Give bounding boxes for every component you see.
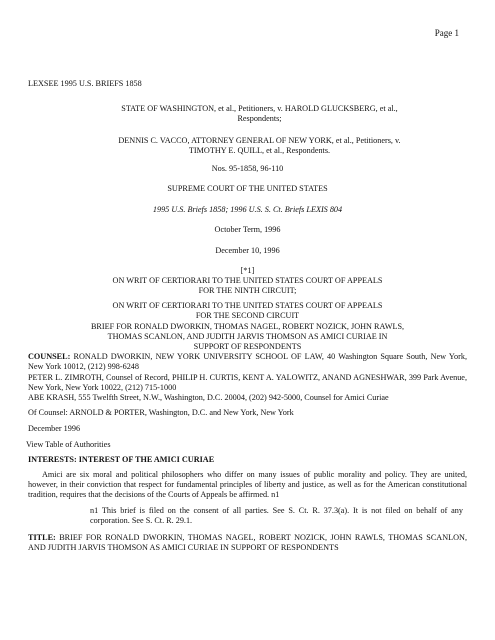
counsel-label: COUNSEL:	[28, 352, 71, 361]
footnote-n1: n1 This brief is filed on the consent of all parties. See S. Ct. R. 37.3(a). It is not filed on behalf of any corporation. See S. Ct. R. 29.1.	[90, 506, 463, 525]
of-counsel: Of Counsel: ARNOLD & PORTER, Washington, D.C. and New York, New York	[28, 408, 294, 417]
case-caption-2: DENNIS C. VACCO, ATTORNEY GENERAL OF NEW YORK, et al., Petitioners, v. TIMOTHY E. QUILL, et al., Respondents.	[118, 136, 401, 155]
counsel-of-record: PETER L. ZIMROTH, Counsel of Record, PHILIP H. CURTIS, KENT A. YALOWITZ, ANAND AGNESHWAR, 399 Park Avenue, New York, New York 10022, (212) 715-1000	[28, 373, 467, 392]
writ-second-circuit: ON WRIT OF CERTIORARI TO THE UNITED STATES COURT OF APPEALS FOR THE SECOND CIRCUIT	[112, 301, 383, 320]
citation: 1995 U.S. Briefs 1858; 1996 U.S. S. Ct. Briefs LEXIS 804	[152, 205, 343, 214]
title-paragraph	[28, 533, 467, 553]
brief-title: BRIEF FOR RONALD DWORKIN, THOMAS NAGEL, ROBERT NOZICK, JOHN RAWLS, THOMAS SCANLON, AND JUDITH JARVIS THOMSON AS AMICI CURIAE IN SUPPORT OF RESPONDENTS	[90, 322, 405, 351]
lexsee-line: LEXSEE 1995 U.S. BRIEFS 1858	[28, 79, 142, 88]
page-number: Page 1	[434, 28, 459, 38]
title-text: BRIEF FOR RONALD DWORKIN, THOMAS NAGEL, ROBERT NOZICK, JOHN RAWLS, THOMAS SCANLON, AND JUDITH JARVIS THOMSON AS AMICI CURIAE IN SUPPORT OF RESPONDENTS	[28, 533, 467, 552]
docket-numbers: Nos. 95-1858, 96-110	[211, 164, 284, 173]
interests-heading: INTERESTS: INTEREST OF THE AMICI CURIAE	[28, 455, 215, 464]
writ-ninth-circuit: ON WRIT OF CERTIORARI TO THE UNITED STATES COURT OF APPEALS FOR THE NINTH CIRCUIT;	[112, 276, 383, 295]
star-page-marker: [*1]	[240, 266, 255, 275]
counsel-amici: ABE KRASH, 555 Twelfth Street, N.W., Washington, D.C. 20004, (202) 942-5000, Counsel for Amici Curiae	[28, 393, 389, 402]
title-label: TITLE:	[28, 533, 56, 542]
counsel-paragraph	[28, 352, 467, 372]
counsel-date: December 1996	[28, 424, 81, 433]
case-caption-1: STATE OF WASHINGTON, et al., Petitioners, v. HAROLD GLUCKSBERG, et al., Respondents;	[121, 104, 398, 123]
table-of-authorities-link[interactable]: View Table of Authorities	[26, 440, 111, 449]
counsel-text: RONALD DWORKIN, NEW YORK UNIVERSITY SCHOOL OF LAW, 40 Washington Square South, New York, New York 10012, (212) 998-6248	[28, 352, 467, 371]
term: October Term, 1996	[214, 225, 281, 234]
interests-paragraph: Amici are six moral and political philosophers who differ on many issues of public morality and policy. They are united, however, in their conviction that respect for fundamental principles of liberty and justice, as well as for the American constitutional tradition, requires that the decisions of the Courts of Appeals be affirmed. n1	[28, 470, 467, 499]
decision-date: December 10, 1996	[215, 246, 280, 255]
court-name: SUPREME COURT OF THE UNITED STATES	[167, 184, 328, 193]
